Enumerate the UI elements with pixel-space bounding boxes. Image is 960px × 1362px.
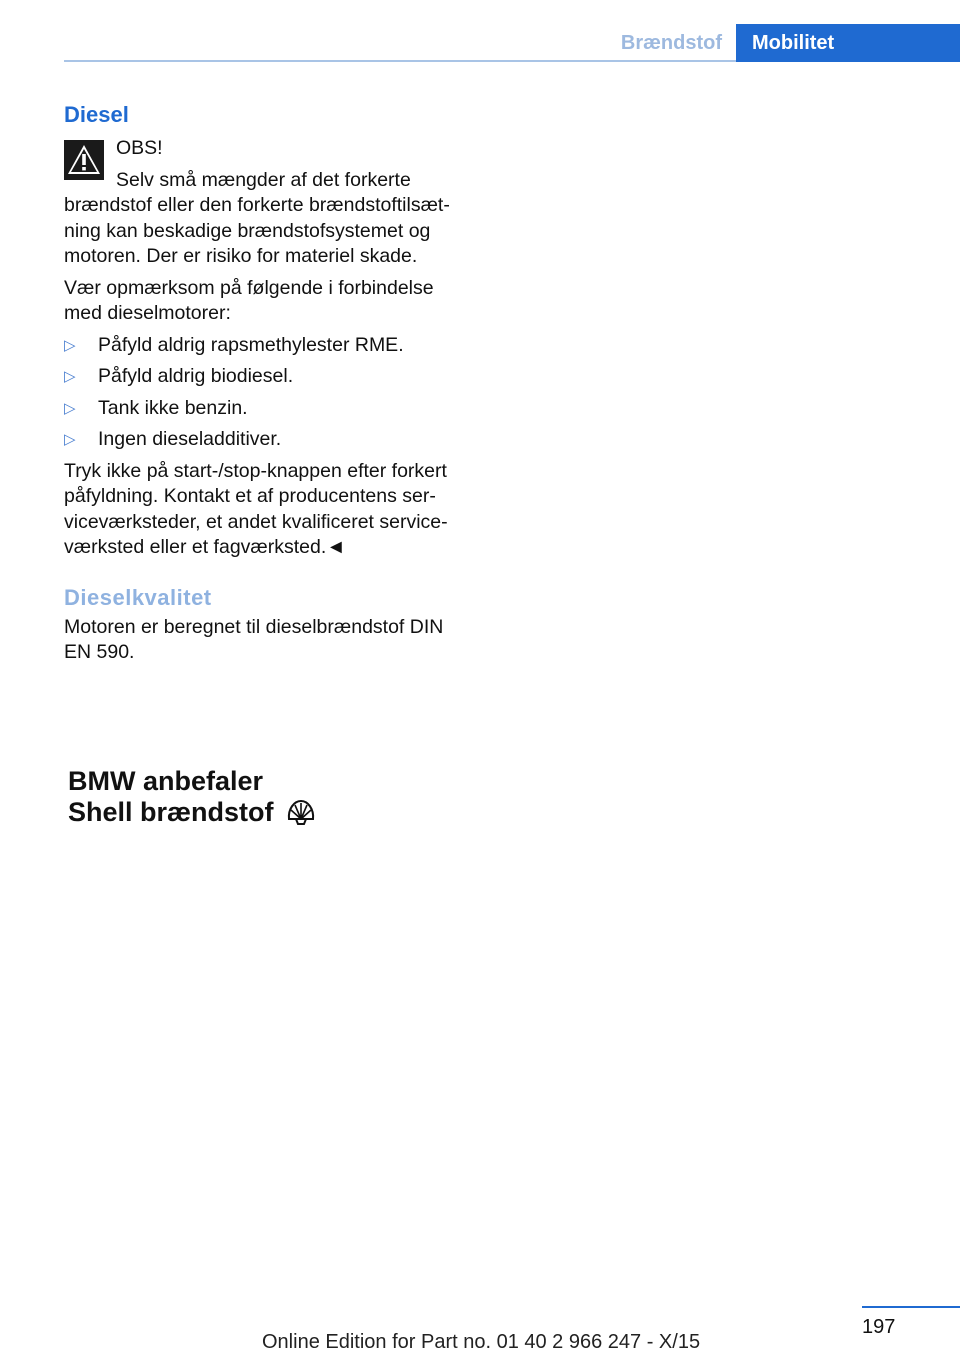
footer-edition-text: Online Edition for Part no. 01 40 2 966 247 - X/15 [262, 1331, 701, 1353]
shell-promo [68, 766, 316, 834]
promo-line-1: BMW anbefaler [68, 766, 264, 796]
warning-label: OBS! [116, 137, 163, 159]
list-item: ▷ Ingen dieseladditiver. [64, 427, 468, 453]
page-number: 197 [862, 1316, 896, 1338]
list-item: ▷ Påfyld aldrig biodiesel. [64, 364, 468, 390]
triangle-right-icon: ▷ [64, 336, 76, 354]
after-text: Tryk ikke på start-/stop-knappen efter forkert påfyldning. Kontakt et af producentens ser-viceværksteder, et andet kvalificeret service-værksted eller et fagværksted.◄ [64, 459, 448, 558]
warning-text: Selv små mængder af det forkerte brændstof eller den forkerte brændstoftilsæt-ning kan beskadige brændstofsystemet og motoren. Der er risiko for materiel skade. [64, 168, 450, 267]
warning-triangle-icon [64, 140, 104, 180]
intro-text: Vær opmærksom på følgende i forbindelse med dieselmotorer: [64, 276, 434, 324]
promo-line-2: Shell brændstof [68, 797, 316, 834]
triangle-right-icon: ▷ [64, 399, 76, 417]
triangle-right-icon: ▷ [64, 431, 76, 448]
section-title: Diesel [64, 102, 129, 127]
subsection-text: Motoren er beregnet til dieselbrændstof DIN EN 590. [64, 615, 444, 663]
footer-rule [862, 1306, 960, 1308]
header-tab-section[interactable]: Brændstof [620, 32, 722, 54]
header-tab-chapter[interactable]: Mobilitet [736, 24, 960, 62]
main-content [64, 100, 468, 672]
list-item: ▷ Påfyld aldrig rapsmethylester RME. [64, 333, 468, 359]
diesel-rules-list [64, 333, 468, 453]
list-item: ▷ Tank ikke benzin. [64, 396, 468, 422]
triangle-right-icon: ▷ [64, 368, 76, 385]
shell-logo-icon [286, 797, 316, 834]
subsection-title: Dieselkvalitet [64, 584, 212, 610]
